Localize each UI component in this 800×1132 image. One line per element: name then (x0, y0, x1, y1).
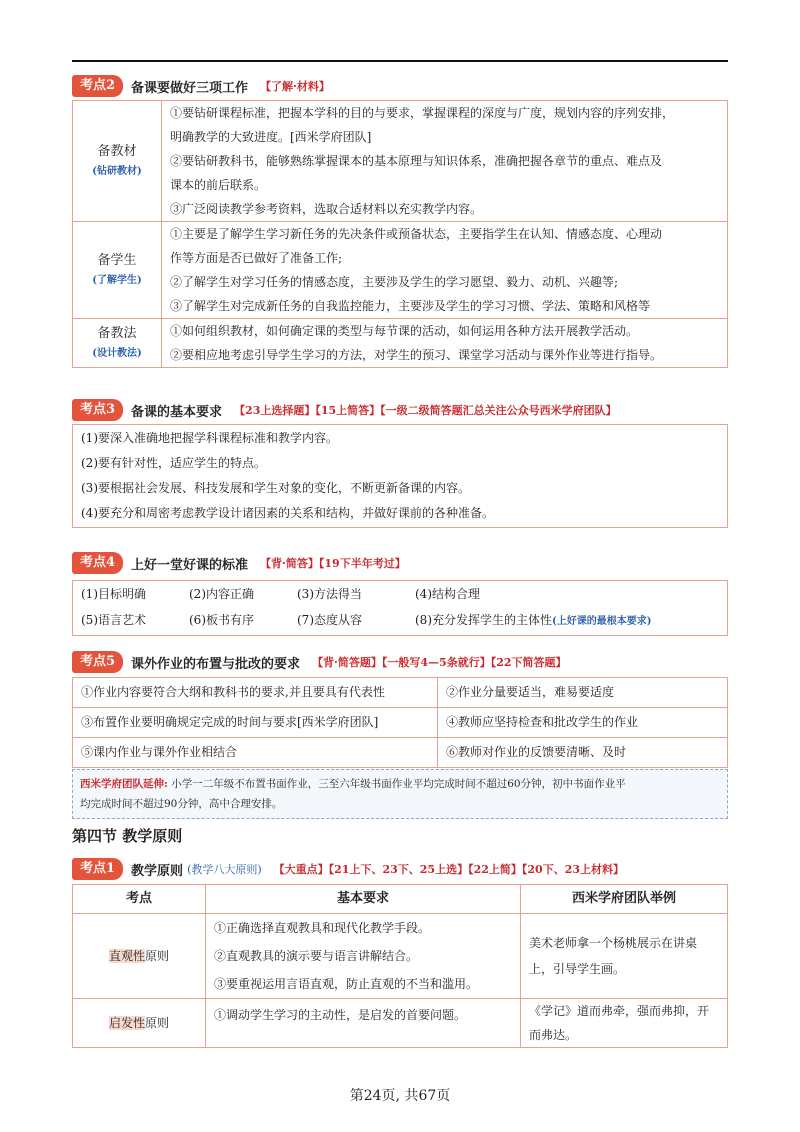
principle-example-line: 《学记》道而弗牵，强而弗抑，开 (529, 1004, 710, 1018)
kp4-item: (2)内容正确 (189, 587, 254, 601)
principles-header: 基本要求 (206, 885, 521, 914)
kp3-box (72, 424, 728, 528)
principle-reqs (206, 914, 521, 999)
kp2-label-main: 备教材 (97, 144, 137, 159)
principle-name-rest: 原则 (145, 949, 170, 963)
kp2-tags: 【了解·材料】 (260, 80, 330, 93)
kp2-row-content (162, 101, 728, 222)
kp4-note: (上好课的最根本要求) (552, 616, 652, 627)
kp4-row (73, 607, 727, 635)
principle-example-line: 而弗达。 (529, 1028, 578, 1042)
kp5-table (72, 677, 728, 768)
kp2-table (72, 100, 728, 368)
kp2-label-main: 备教法 (97, 326, 137, 341)
kp3-title: 备课的基本要求 (131, 404, 223, 420)
kp4-tags: 【背·简答】【19下半年考过】 (260, 557, 406, 570)
kp5-row (73, 678, 728, 708)
principles-row (73, 999, 728, 1048)
kp2-label-sub: (了解学生) (92, 275, 142, 286)
top-rule (72, 60, 728, 62)
kp4-item: (3)方法得当 (297, 587, 362, 601)
principle-name-rest: 原则 (145, 1016, 170, 1030)
principle-name-highlight: 启发性 (108, 1016, 145, 1030)
principle-example (521, 999, 728, 1048)
principle-name (73, 914, 206, 999)
principle-name-highlight: 直观性 (108, 949, 145, 963)
page-footer: 第24页, 共67页 (349, 1088, 451, 1104)
principles-header: 考点 (73, 885, 206, 914)
kp3-item: (4)要充分和周密考虑教学设计诸因素的关系和结构，并做好课前的各种准备。 (81, 506, 495, 520)
kp3-tags: 【23上选择题】【15上简答】【一级二级简答题汇总关注公众号西米学府团队】 (234, 404, 617, 417)
principle-name (73, 999, 206, 1048)
kp4-item: (7)态度从容 (297, 613, 362, 627)
kp2-item: ②要相应地考虑引导学生学习的方法，对学生的预习、课堂学习活动与课外作业等进行指导。 (170, 348, 663, 362)
kp5-cell: ①作业内容要符合大纲和教科书的要求,并且要具有代表性 (73, 678, 438, 708)
principle-req: ②直观教具的演示要与语言讲解结合。 (214, 949, 419, 963)
kp2-heading (72, 74, 330, 98)
kp2-item: 课本的前后联系。 (170, 178, 267, 192)
kp6-badge: 考点1 (72, 858, 123, 880)
kp2-item: ①主要是了解学生学习新任务的先决条件或预备状态，主要指学生在认知、情感态度、心理动 (170, 227, 663, 241)
kp5-cell: ③布置作业要明确规定完成的时间与要求[西米学府团队] (73, 708, 438, 738)
kp5-note-line: 小学一二年级不布置书面作业，三至六年级书面作业平均完成时间不超过60分钟，初中书面作业平 (171, 778, 626, 790)
kp3-heading (72, 398, 617, 422)
kp4-item: (5)语言艺术 (81, 613, 146, 627)
kp5-badge: 考点5 (72, 651, 123, 673)
kp3-badge: 考点3 (72, 399, 123, 421)
kp5-cell: ②作业分量要适当，难易要适度 (438, 678, 728, 708)
kp4-item: (6)板书有序 (189, 613, 254, 627)
kp4-grid (72, 580, 728, 636)
kp2-title: 备课要做好三项工作 (131, 80, 249, 96)
kp5-title: 课外作业的布置与批改的要求 (131, 656, 301, 672)
kp5-heading (72, 650, 567, 674)
kp2-item: ②要钻研教科书，能够熟练掌握课本的基本原理与知识体系，准确把握各章节的重点、难点及 (170, 154, 663, 168)
kp2-row-materials (73, 101, 728, 222)
kp4-item-last (415, 607, 651, 635)
kp2-item: ①如何组织教材，如何确定课的类型与每节课的活动，如何运用各种方法开展教学活动。 (170, 324, 639, 338)
principles-table (72, 884, 728, 1048)
kp5-row (73, 708, 728, 738)
kp5-note-line: 均完成时间不超过90分钟，高中合理安排。 (80, 798, 283, 810)
kp2-row-methods (73, 319, 728, 368)
kp2-row-label (73, 222, 162, 319)
kp2-row-label (73, 319, 162, 368)
principles-header-row (73, 885, 728, 914)
kp2-item: 作等方面是否已做好了准备工作; (170, 251, 343, 265)
section-title: 第四节 教学原则 (72, 827, 183, 845)
kp3-item: (3)要根据社会发展、科技发展和学生对象的变化，不断更新备课的内容。 (81, 481, 471, 495)
kp2-label-main: 备学生 (97, 253, 137, 268)
kp5-tags: 【背·简答题】【一般写4—5条就行】【22下简答题】 (312, 656, 567, 669)
principle-example-line: 上，引导学生画。 (529, 962, 626, 976)
kp3-item: (1)要深入准确地把握学科课程标准和教学内容。 (81, 431, 338, 445)
principle-reqs (206, 999, 521, 1048)
principle-req: ①正确选择直观教具和现代化教学手段。 (214, 921, 431, 935)
kp2-item: ③广泛阅读教学参考资料，选取合适材料以充实教学内容。 (170, 202, 483, 216)
kp2-item: ①要钻研课程标准，把握本学科的目的与要求，掌握课程的深度与广度，规划内容的序列安排， (170, 106, 675, 120)
kp2-item: ③了解学生对完成新任务的自我监控能力，主要涉及学生的学习习惯、学法、策略和风格等 (170, 299, 651, 313)
kp5-cell: ⑤课内作业与课外作业相结合 (73, 738, 438, 768)
principle-req: ①调动学生学习的主动性，是启发的首要问题。 (214, 1008, 467, 1022)
kp2-label-sub: (设计教法) (92, 348, 142, 359)
kp5-note-lead: 西米学府团队延伸: (80, 778, 168, 790)
kp2-row-content (162, 319, 728, 368)
kp2-row-content (162, 222, 728, 319)
kp4-heading (72, 551, 406, 575)
kp2-badge: 考点2 (72, 75, 123, 97)
principles-row (73, 914, 728, 999)
kp4-title: 上好一堂好课的标准 (131, 557, 249, 573)
kp5-row (73, 738, 728, 768)
kp5-cell: ⑥教师对作业的反馈要清晰、及时 (438, 738, 728, 768)
principle-req: ③要重视运用言语直观，防止直观的不当和滥用。 (214, 977, 479, 991)
kp4-item: (4)结构合理 (415, 587, 480, 601)
kp4-row (73, 581, 727, 607)
kp6-subtitle: (教学八大原则) (187, 863, 262, 876)
kp6-heading (72, 857, 624, 881)
kp4-item: (1)目标明确 (81, 587, 146, 601)
kp4-badge: 考点4 (72, 552, 123, 574)
kp5-extension-note (72, 769, 728, 819)
kp6-tags: 【大重点】【21上下、23下、25上选】【22上简】【20下、23上材料】 (273, 863, 625, 876)
kp2-row-label (73, 101, 162, 222)
principle-example-line: 美术老师拿一个杨桃展示在讲桌 (529, 936, 698, 950)
kp2-row-students (73, 222, 728, 319)
principle-example (521, 914, 728, 999)
kp2-item: ②了解学生对学习任务的情感态度，主要涉及学生的学习愿望、毅力、动机、兴趣等; (170, 275, 619, 289)
kp2-label-sub: (钻研教材) (92, 166, 142, 177)
kp4-item: (8)充分发挥学生的主体性 (415, 613, 552, 627)
kp5-cell: ④教师应坚持检查和批改学生的作业 (438, 708, 728, 738)
principles-header: 西米学府团队举例 (521, 885, 728, 914)
kp3-item: (2)要有针对性，适应学生的特点。 (81, 456, 266, 470)
kp2-item: 明确教学的大致进度。[西米学府团队] (170, 130, 372, 144)
kp6-title: 教学原则 (131, 863, 184, 879)
